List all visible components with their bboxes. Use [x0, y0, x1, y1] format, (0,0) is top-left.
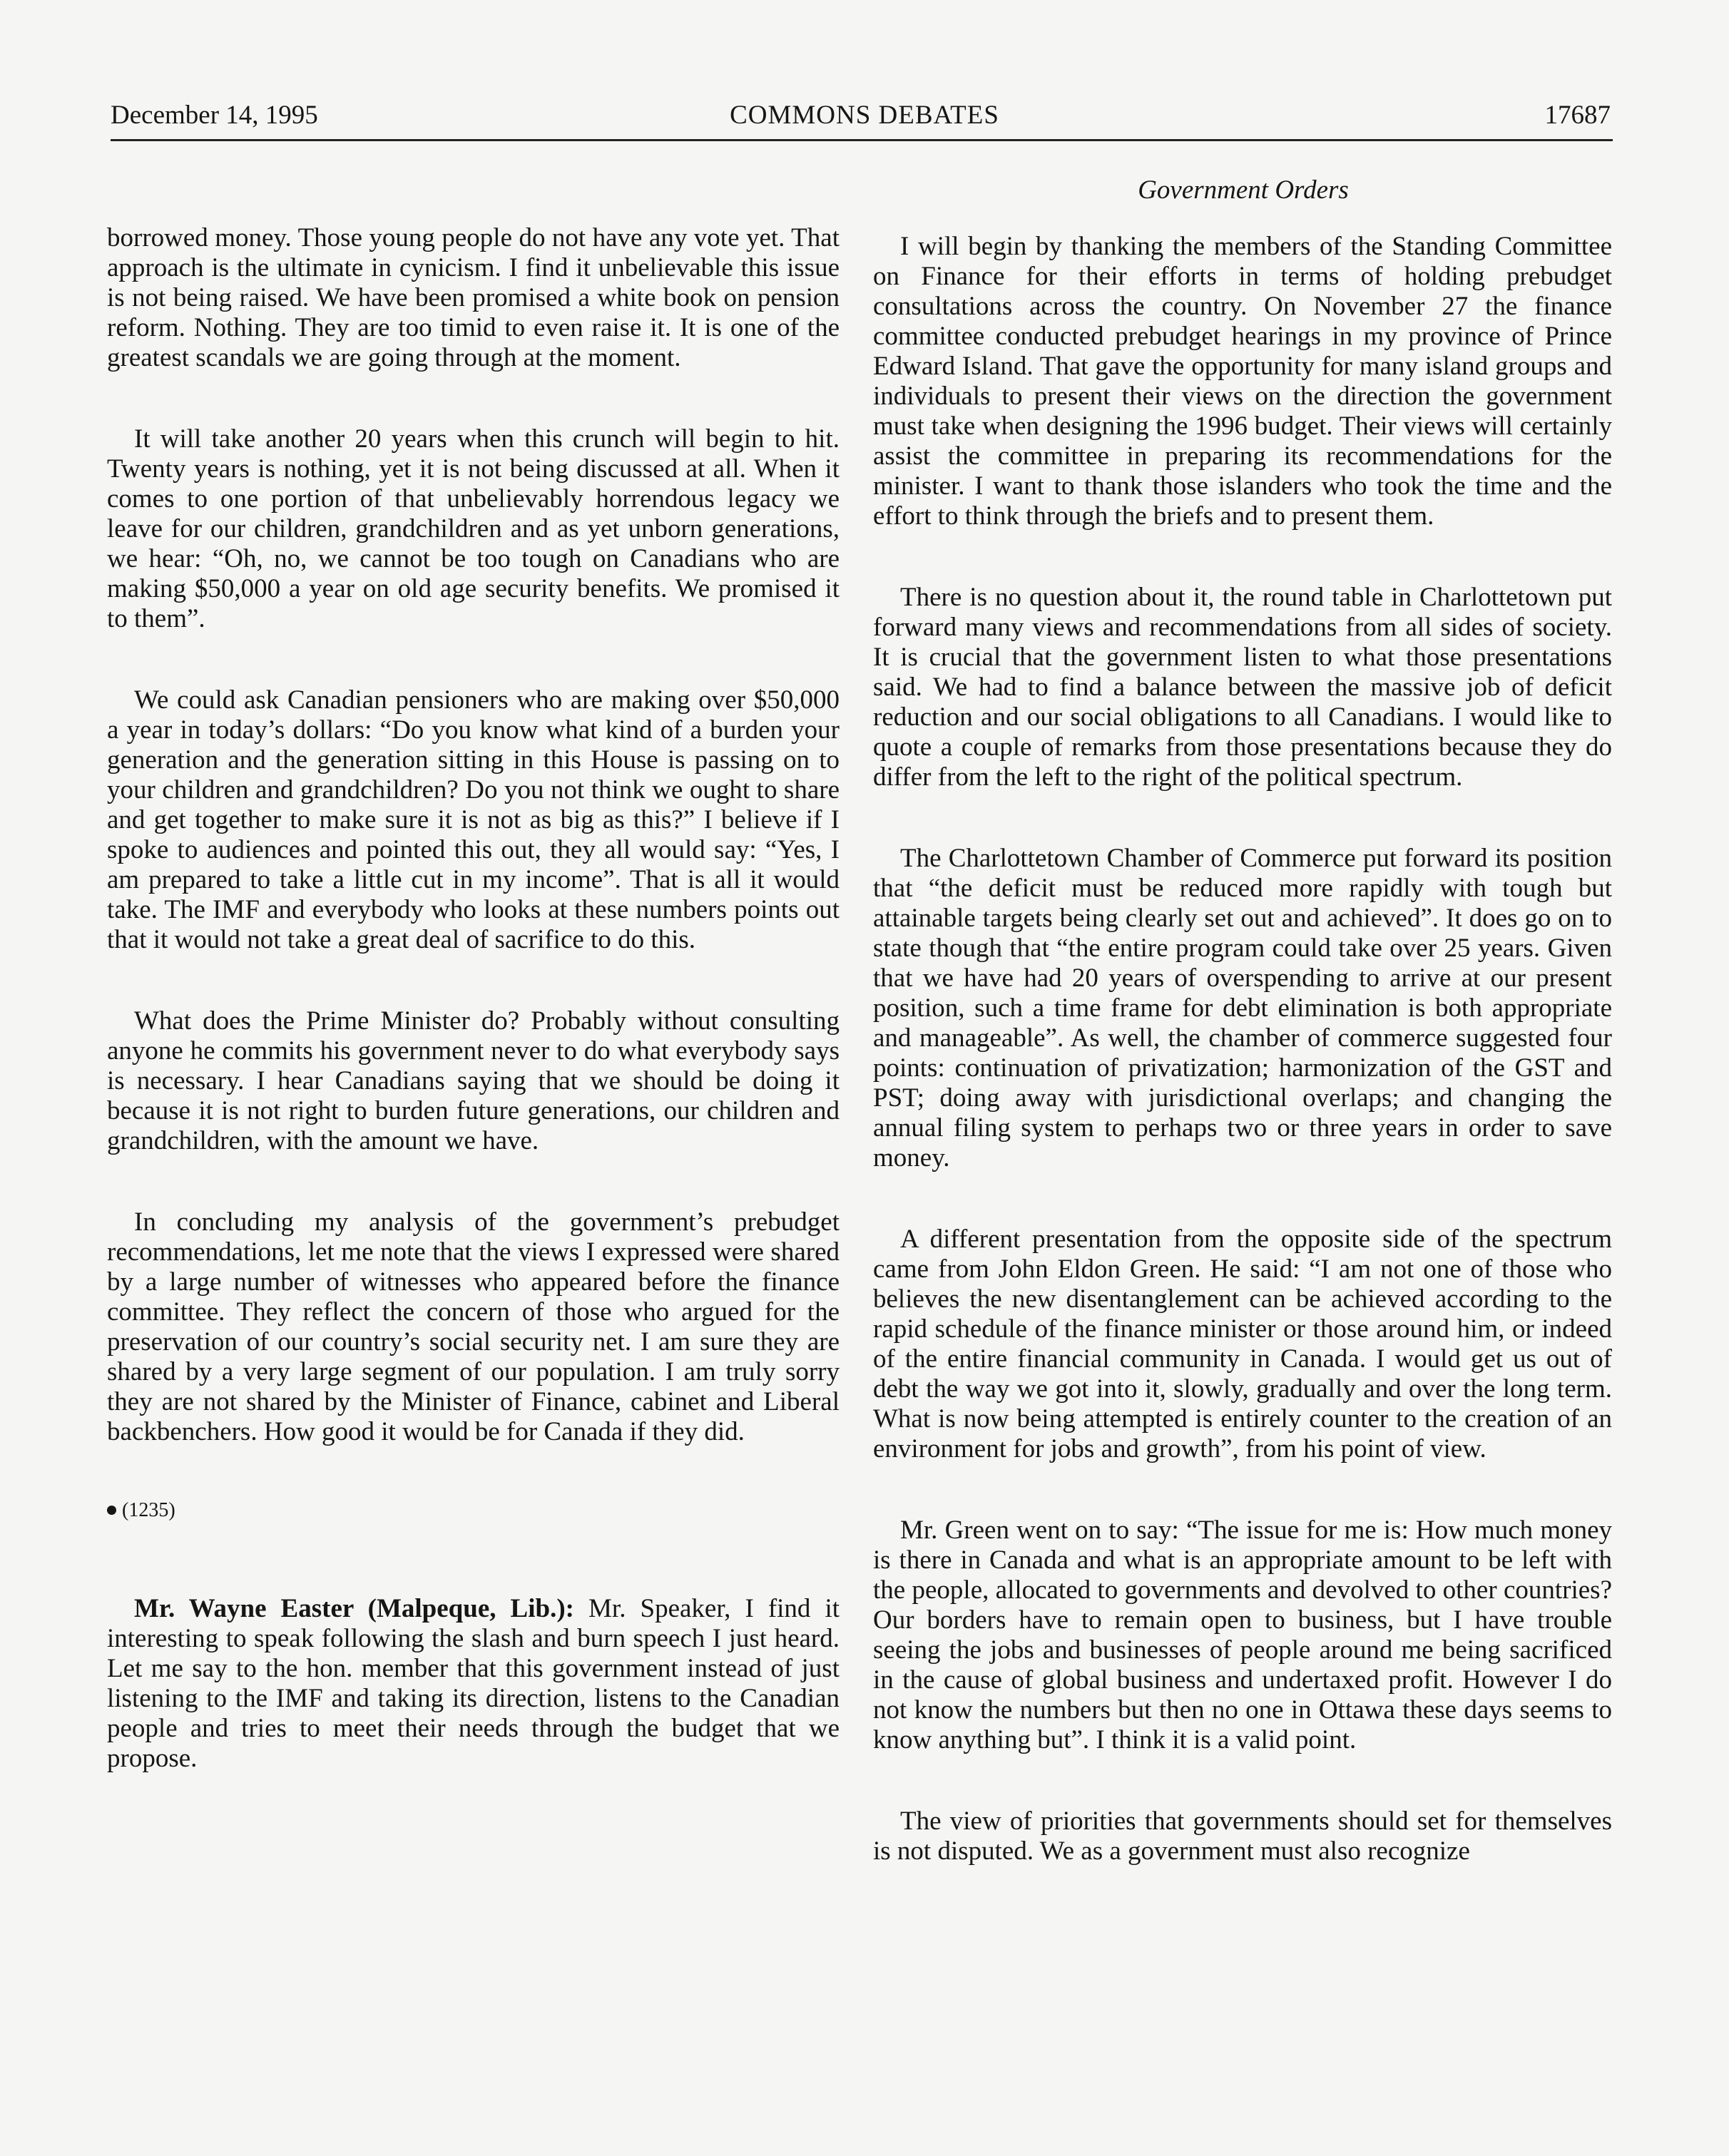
page-header — [0, 0, 1729, 143]
paragraph: What does the Prime Minister do? Probably without consulting anyone he commits his government never to do what everybody says is necessary. I hear Canadians saying that we should be doing it because it is not right to burden future generations, our children and grandchildren, with the amount we have. — [107, 1006, 840, 1155]
page-number: 17687 — [1544, 101, 1611, 130]
speaker-name: Mr. Wayne Easter (Malpeque, Lib.): — [134, 1594, 574, 1623]
header-title: COMMONS DEBATES — [730, 101, 999, 130]
section-title: Government Orders — [1138, 175, 1349, 205]
paragraph: A different presentation from the opposite side of the spectrum came from John Eldon Green. He said: “I am not one of those who believes the new disentanglement can be achieved according to the rapid schedule of the finance minister or those around him, or indeed of the entire financial community in Canada. I would get us out of debt the way we got into it, slowly, gradually and over the long term. What is now being attempted is entirely counter to the creation of an environment for jobs and growth”, from his point of view. — [873, 1225, 1612, 1463]
paragraph: The Charlottetown Chamber of Commerce put forward its position that “the deficit must be reduced more rapidly with tough but attainable targets being clearly set out and achieved”. It does go on to state though that “the entire program could take over 25 years. Given that we have had 20 years of overspending to arrive at our present position, such a time frame for debt elimination is both appropriate and manageable”. As well, the chamber of commerce suggested four points: continuation of privatization; harmonization of the GST and PST; doing away with jurisdictional overlaps; and changing the annual filing system to perhaps two or three years in order to save money. — [873, 844, 1612, 1172]
speaker-paragraph — [107, 1594, 840, 1774]
paragraph: There is no question about it, the round table in Charlottetown put forward many views and recommendations from all sides of society. It is crucial that the government listen to what those presentations said. We had to find a balance between the massive job of deficit reduction and our social obligations to all Canadians. I would like to quote a couple of remarks from those presentations because they do differ from the left to the right of the political spectrum. — [873, 583, 1612, 792]
paragraph: It will take another 20 years when this crunch will begin to hit. Twenty years is nothing, yet it is not being discussed at all. When it comes to one portion of that unbelievably horrendous legacy we leave for our children, grandchildren and as yet unborn generations, we hear: “Oh, no, we cannot be too tough on Canadians who are making $50,000 a year on old age security benefits. We promised it to them”. — [107, 424, 840, 633]
left-column — [107, 223, 840, 1825]
paragraph: The view of priorities that governments should set for themselves is not disputed. We as a government must also recognize — [873, 1807, 1612, 1866]
right-column — [873, 232, 1612, 1918]
time-marker — [107, 1498, 840, 1523]
header-date: December 14, 1995 — [111, 101, 318, 130]
speech-text: Mr. Speaker, I find it interesting to speak following the slash and burn speech I just heard. Let me say to the hon. member that this government instead of just listening to the IMF and taking its direction, listens to the Canadian people and tries to meet their needs through the budget that we propose. — [107, 1594, 840, 1773]
header-rule — [111, 139, 1613, 141]
time-marker-text: (1235) — [122, 1499, 175, 1521]
paragraph: In concluding my analysis of the government’s prebudget recommendations, let me note that the views I expressed were shared by a large number of witnesses who appeared before the finance committee. They reflect the concern of those who argued for the preservation of our country’s social security net. I am sure they are shared by a very large segment of our population. I am truly sorry they are not shared by the Minister of Finance, cabinet and Liberal backbenchers. How good it would be for Canada if they did. — [107, 1207, 840, 1446]
paragraph: Mr. Green went on to say: “The issue for me is: How much money is there in Canada and what is an appropriate amount to be left with the people, allocated to governments and devolved to other countries? Our borders have to remain open to business, but I have trouble seeing the jobs and businesses of people around me being sacrificed in the cause of global business and undertaxed profit. However I do not know the numbers but then no one in Ottawa these days seems to know anything but”. I think it is a valid point. — [873, 1516, 1612, 1754]
bullet-icon — [107, 1506, 116, 1515]
paragraph: We could ask Canadian pensioners who are making over $50,000 a year in today’s dollars: “Do you know what kind of a burden your generation and the generation sitting in this House is passing on to your children and grandchildren? Do you not think we ought to share and get together to make sure it is not as big as this?” I believe if I spoke to audiences and pointed this out, they all would say: “Yes, I am prepared to take a little cut in my income”. That is all it would take. The IMF and everybody who looks at these numbers points out that it would not take a great deal of sacrifice to do this. — [107, 685, 840, 954]
paragraph: I will begin by thanking the members of the Standing Committee on Finance for their efforts in terms of holding prebudget consultations across the country. On November 27 the finance committee conducted prebudget hearings in my province of Prince Edward Island. That gave the opportunity for many island groups and individuals to present their views on the direction the government must take when designing the 1996 budget. Their views will certainly assist the committee in preparing its recommendations for the minister. I want to thank those islanders who took the time and the effort to think through the briefs and to present them. — [873, 232, 1612, 531]
paragraph: borrowed money. Those young people do not have any vote yet. That approach is the ultimate in cynicism. I find it unbelievable this issue is not being raised. We have been promised a white book on pension reform. Nothing. They are too timid to even raise it. It is one of the greatest scandals we are going through at the moment. — [107, 223, 840, 372]
